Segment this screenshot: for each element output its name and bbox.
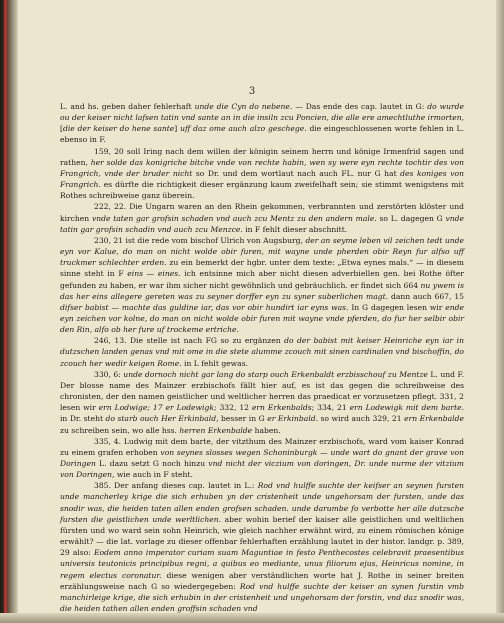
italic-quote: eins — eines.: [127, 269, 181, 279]
text-run: ; 334, 21: [311, 403, 350, 413]
paragraph: [60, 101, 464, 146]
page-number: 3: [248, 86, 256, 97]
text-run: es dürfte die richtigkeit dieser ergänzung kaum zweifelhaft sein; sie stimmt wenigstens mit Rothes schreibweise ganz überein.: [60, 180, 464, 201]
paragraph: [60, 235, 464, 335]
text-run: , besser in G: [216, 414, 268, 424]
text-run: L. and hs. geben daher fehlerhaft: [60, 102, 195, 111]
text-run: haben.: [252, 425, 281, 435]
text-run: 330, 6:: [94, 369, 124, 379]
body-text: [60, 101, 464, 614]
italic-quote: her solde das konigriche bitche vnde von rechte habin, wen sy were eyn rechte tochtir des von Frangrich, vnde der bruder nicht: [60, 157, 464, 178]
text-run: in Dr. steht: [60, 414, 106, 424]
text-run: 159, 20 soll Iring nach dem willen der königin seinem herrn und könige Irmenfrid sagen und rathen,: [60, 146, 464, 167]
italic-quote: ende eyn zeichen vor kolne, do man on nicht wolde obir furen mit wayne vnde pferden, do fur her selbir obir den Rin, alfo ob her fure uf trockeme ertriche.: [60, 302, 464, 335]
text-run: ich entsinne mich aber nicht diesen adverbiellen gen. bei Rothe öfter gefunden zu haben, er war ihm sicher nicht gewöhnlich und gebräuchlich. er findet sich 664: [60, 269, 465, 290]
italic-quote: Rod vnd hulffe suchte der keifser an seynen fursten unde mancherley krige die sich erhuben yn der cristenheit unde ungehorsam der fursten, unde das snodir was, die heiden taten allen enden grofsen schaden.: [60, 481, 464, 513]
italic-quote: unde dornoch nicht gar lang do starp ouch Erkenbaldt erzbisschouf zu Mentze: [123, 369, 428, 379]
text-run: L. und F. Der blosse name des Mainzer erzbischofs fällt hier auf, es ist das gegen die schreibweise des chronisten, der den namen geistlicher und weltlicher herren das praedicat er vorzusetzen pflegt. 331, 2 lesen wir: [60, 369, 464, 413]
text-run: in F fehlt dieser abschnitt.: [242, 224, 348, 234]
text-run: zu ein bemerkt der hgbr. unter dem texte: „Etwa eynes mals.“ — in diesem sinne steht in F: [60, 258, 464, 279]
italic-quote: vnde taten gar grofsin schaden vnd auch zcu Mentz zu den andern male.: [91, 213, 377, 223]
italic-quote: die der keiser do hene sante: [62, 124, 175, 134]
text-run: so wird auch 329, 21: [318, 414, 405, 424]
text-run: In G dagegen lesen wir: [348, 302, 446, 312]
text-run: in L fehlt gewas.: [181, 358, 249, 368]
text-run: L. dazu setzt G noch hinzu: [95, 459, 209, 468]
paragraph: [60, 201, 464, 234]
paragraph: [60, 335, 464, 368]
paragraph: [60, 146, 464, 202]
italic-quote: von seynes slosses wegen Schoninburgk — unde wart do gnant der grave von Doringen: [60, 447, 464, 468]
text-run: ; 332, 12: [213, 403, 252, 413]
italic-quote: machte das guldine iar, das vor obir hundirt iar eyns was.: [121, 302, 349, 312]
text-run: 222, 22. Die Ungarn waren an den Rhein gekommen, verbrannten und zerstörten klöster und kirchen: [60, 202, 464, 223]
italic-quote: vnde tatin gar grofsin schadin vnd auch zcu Menzce.: [60, 213, 464, 234]
text-run: — Das ende des cap. lautet in G:: [292, 102, 428, 111]
italic-quote: uff daz ome auch alzo geschege.: [180, 124, 307, 134]
italic-quote: ern Lodewigk mit dem barte.: [349, 403, 465, 413]
italic-quote: do wurde ou der keiser nicht lafsen tatin vnd sante an in die insiln zcu Poncien, die alle ere amechtluthe irmorten,: [60, 102, 464, 123]
italic-quote: unde die Cyn do nebene.: [194, 102, 293, 111]
text-run: dann auch 667, 15: [388, 291, 464, 301]
italic-quote: nu ywem is das her eins allegere gereten was zu seyner dorffer eyn zu syner suberlichen magt.: [60, 280, 464, 301]
italic-quote: ern Erkenbalds: [251, 403, 312, 413]
text-run: so L. dagegen G: [376, 213, 446, 223]
paragraph: [60, 480, 464, 614]
text-run: so Dr. und dem wortlaut nach auch FL. nur G hat: [192, 168, 401, 178]
italic-quote: do der babist mit keiser Heinriche eyn iar in dutzschen landen genas vnd mit ome in die stete alumme zcouch mit sinen cardinalen vnd bischoffin, do zcouch her wedir keigen Rome.: [60, 336, 464, 368]
text-run: ]: [174, 124, 181, 134]
italic-quote: unde darumbe fo verbotte her alle dutzsche fursten die geistlichen unde werltlichen.: [60, 503, 464, 524]
text-run: 246, 13. Die stelle ist nach FG so zu ergänzen: [94, 336, 285, 346]
paragraph: [60, 369, 464, 436]
text-run: aber wohin berief der kaiser alle geistlichen und weltlichen fürsten und wo ward sein sohn Heinrich, wie gleich nachher erwähnt wird, zu einem römischen könige erwählt? — die lat. vorlage zu dieser offenbar fehlerhaften erzählung lautet in der histor. landgr. p. 389, 29 also:: [60, 514, 464, 558]
text-run: 335, 4. Ludwig mit dem barte, der vitzthum des Mainzer erzbischofs, ward vom kaiser Konrad zu einem grafen erhoben: [60, 436, 464, 457]
text-run: [: [60, 124, 63, 134]
text-run: die eingeschlossenen worte fehlen in L. ebenso in F.: [60, 124, 465, 145]
italic-quote: do starb ouch Her Erkinbald: [105, 414, 217, 424]
text-run: wie auch in F steht.: [114, 470, 193, 480]
italic-quote: Eodem anno imperator curiam suam Maguntiae in festo Penthecostes celebravit praesentibus universis teutonicis principibus regni, a quibus eo mediante, unus filiorum ejus, Heinricus nomine, in regem electus coronatur.: [60, 548, 464, 580]
italic-quote: Rod vnd hulffe suchte der keiser an synen furstin vmb manchirleige krige, die sich erhubin in der cristenheit und ungehorsam der forstin, vnd daz snodir was, die heiden tathen allen enden groffsin schaden vnd: [60, 581, 464, 614]
text-run: 230, 21 ist die rede vom bischof Ulrich von Augsburg,: [94, 235, 306, 245]
text-run: zu schreiben sein, wo alle hss.: [60, 425, 180, 435]
italic-quote: herren Erkenbalde: [179, 425, 253, 435]
italic-quote: er Erkinbald.: [267, 414, 319, 424]
paragraph: [60, 436, 464, 481]
text-run: —: [108, 302, 122, 312]
text-run: diese wenigen aber verständlichen worte hat J. Rothe in seiner breiten erzählungsweise nach G so wiedergegeben:: [60, 570, 464, 591]
italic-quote: ern Erkenbalde: [404, 414, 464, 424]
italic-quote: difser babist: [60, 302, 109, 312]
page-bottom-edge: [0, 613, 504, 623]
italic-quote: ern Lodwige; 17 er Lodewigk: [98, 403, 214, 413]
italic-quote: vnd nicht der viczium von doringen, Dr. unde nurme der vitzium von Doringen,: [60, 459, 464, 480]
italic-quote: der an seyme leben vil zeichen tedt unde eyn vor Kalue, do man on nicht wolde obir furen, mit wayne unde pherden obir Reyn fur alfso uff truckmer schlechter erden.: [60, 235, 464, 268]
italic-quote: des koniges von Frangrich.: [60, 168, 464, 190]
text-run: 385. Der anfang dieses cap. lautet in L.:: [94, 481, 258, 491]
